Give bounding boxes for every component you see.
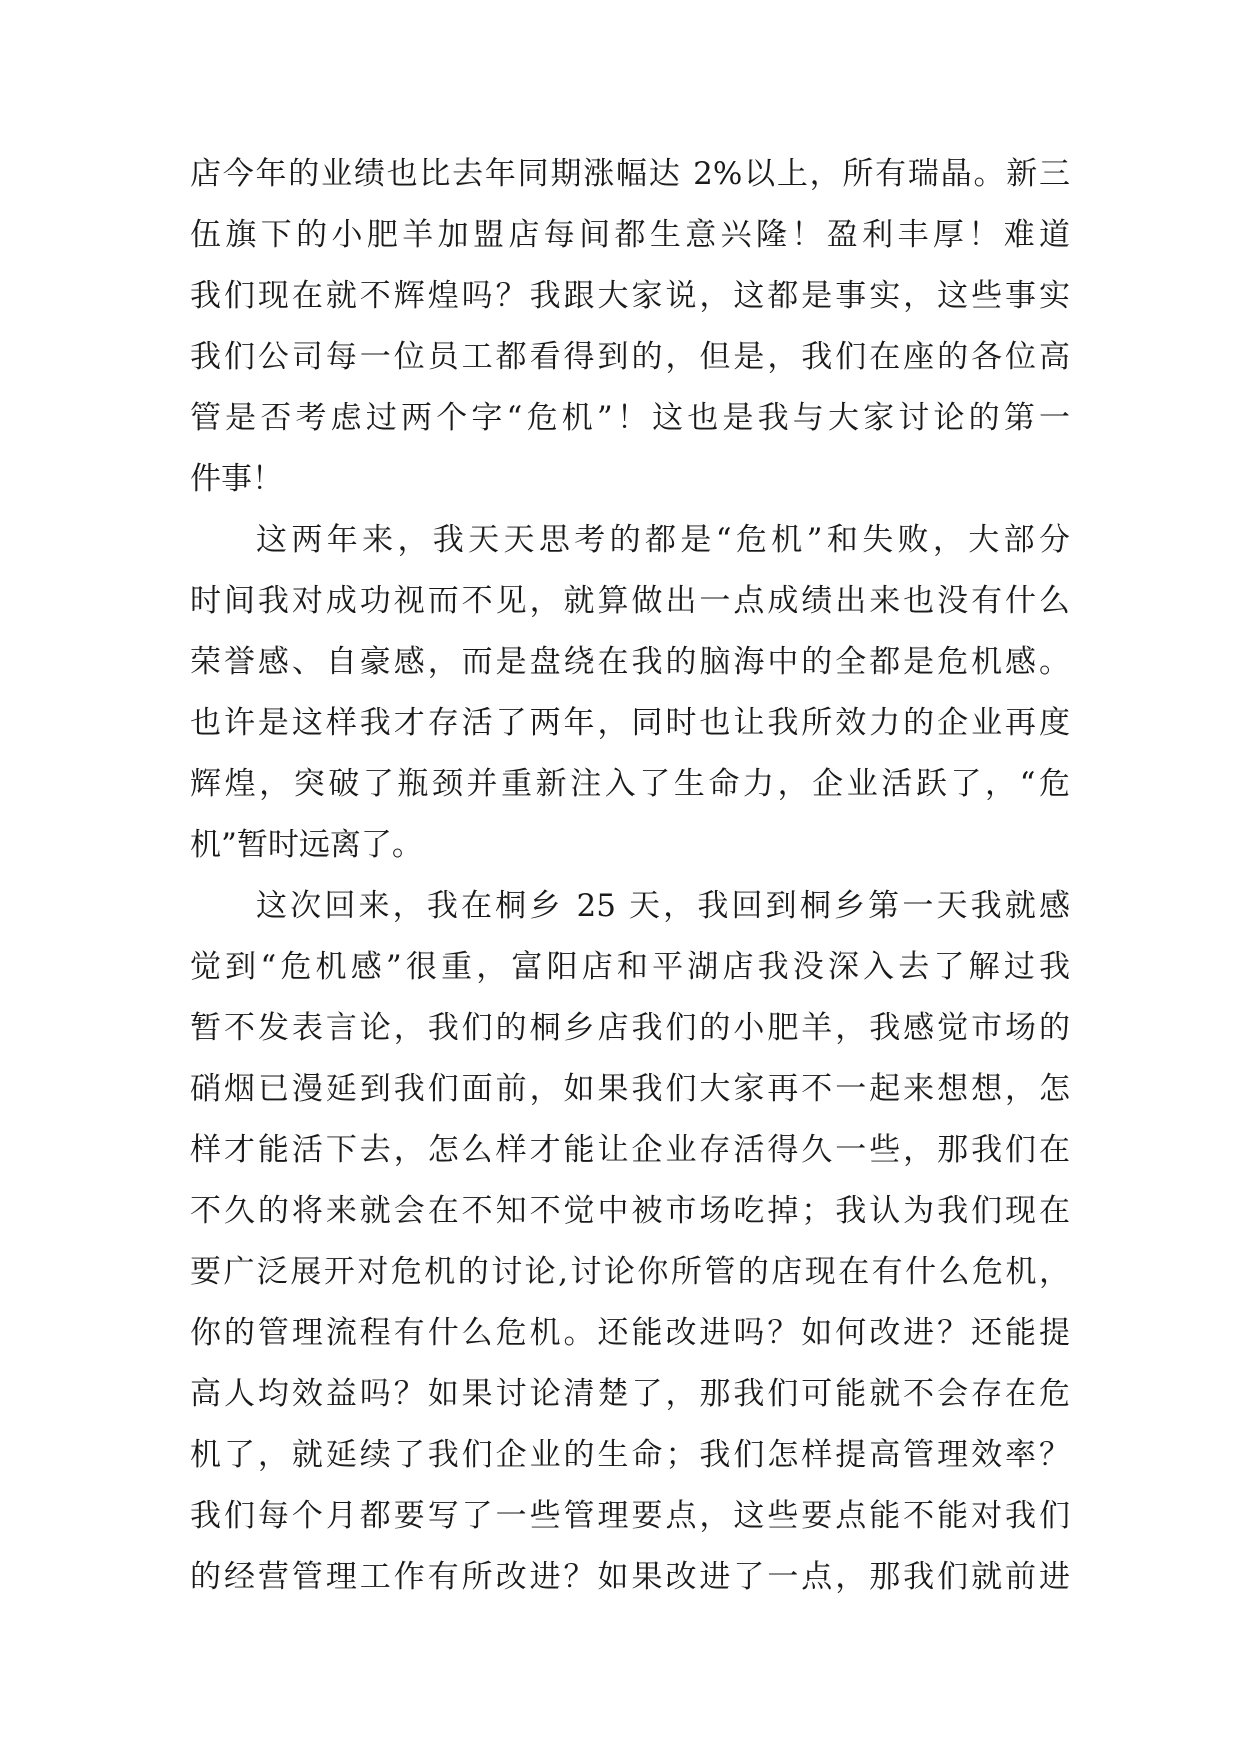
text-line: 我们每个月都要写了一些管理要点，这些要点能不能对我们 [190,1498,1070,1534]
text-line: 不久的将来就会在不知不觉中被市场吃掉；我认为我们现在 [190,1193,1070,1229]
text-line: 时间我对成功视而不见，就算做出一点成绩出来也没有什么 [190,583,1070,619]
text-line: 辉煌，突破了瓶颈并重新注入了生命力，企业活跃了，“危 [190,766,1070,802]
text-line: 荣誉感、自豪感，而是盘绕在我的脑海中的全都是危机感。 [190,644,1070,680]
text-line: 机了，就延续了我们企业的生命；我们怎样提高管理效率？ [190,1437,1070,1473]
text-line: 我们现在就不辉煌吗？我跟大家说，这都是事实，这些事实 [190,278,1070,314]
text-line: 也许是这样我才存活了两年，同时也让我所效力的企业再度 [190,705,1070,741]
text-line: 觉到“危机感”很重，富阳店和平湖店我没深入去了解过我 [190,949,1070,985]
text-line: 硝烟已漫延到我们面前，如果我们大家再不一起来想想，怎 [190,1071,1070,1107]
text-line: 店今年的业绩也比去年同期涨幅达 2%以上，所有瑞晶。新三 [190,156,1070,192]
text-line: 我们公司每一位员工都看得到的，但是，我们在座的各位高 [190,339,1070,375]
text-line: 你的管理流程有什么危机。还能改进吗？如何改进？还能提 [190,1315,1070,1351]
text-line: 要广泛展开对危机的讨论,讨论你所管的店现在有什么危机， [190,1254,1070,1290]
text-line: 样才能活下去，怎么样才能让企业存活得久一些，那我们在 [190,1132,1070,1168]
text-line: 伍旗下的小肥羊加盟店每间都生意兴隆！盈利丰厚！难道 [190,217,1070,253]
text-line: 高人均效益吗？如果讨论清楚了，那我们可能就不会存在危 [190,1376,1070,1412]
text-line: 管是否考虑过两个字“危机”！这也是我与大家讨论的第一 [190,400,1070,436]
text-line: 件事！ [190,461,283,497]
text-line: 机”暂时远离了。 [190,827,423,863]
text-line: 的经营管理工作有所改进？如果改进了一点，那我们就前进 [190,1559,1070,1595]
text-line: 这次回来，我在桐乡 25 天，我回到桐乡第一天我就感 [256,888,1070,924]
text-line: 暂不发表言论，我们的桐乡店我们的小肥羊，我感觉市场的 [190,1010,1070,1046]
body-text [190,144,1070,1608]
text-line: 这两年来，我天天思考的都是“危机”和失败，大部分 [256,522,1070,558]
